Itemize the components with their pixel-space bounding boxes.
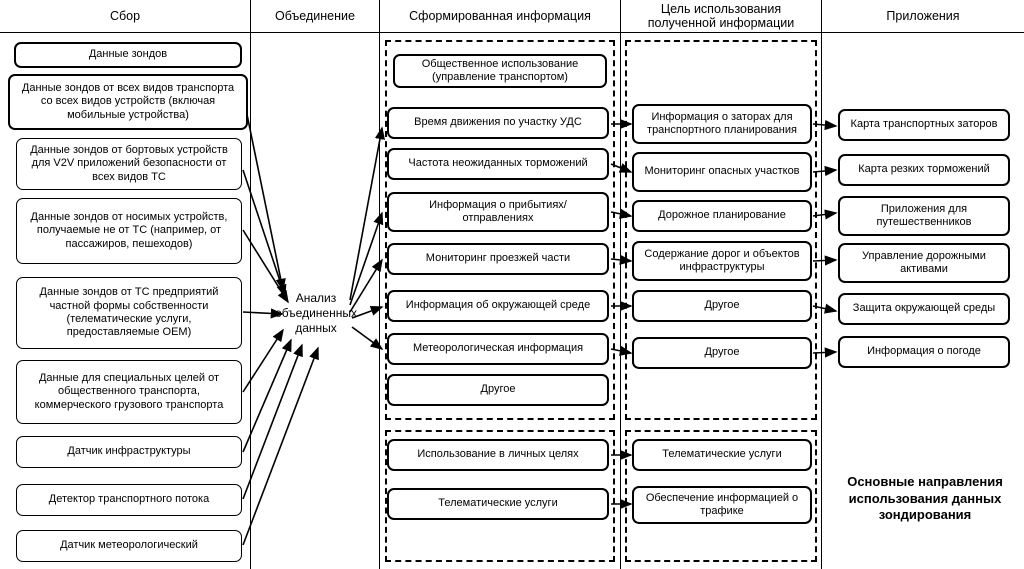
- header-divider: [0, 32, 1024, 33]
- purpose-item-2[interactable]: Мониторинг опасных участков: [632, 152, 812, 192]
- formed-information-item-2[interactable]: Время движения по участку УДС: [387, 107, 609, 139]
- formed-information-item-3[interactable]: Частота неожиданных торможений: [387, 148, 609, 180]
- column-header-collection: Сбор: [109, 8, 141, 23]
- application-item-1[interactable]: Карта транспортных заторов: [838, 109, 1010, 141]
- formed-information-item-7[interactable]: Метеорологическая информация: [387, 333, 609, 365]
- application-item-5[interactable]: Защита окружающей среды: [838, 293, 1010, 325]
- collection-item-2[interactable]: Данные зондов от бортовых устройств для V2V приложений безопасности от всех видов ТС: [16, 138, 242, 190]
- column-divider-1: [250, 0, 251, 569]
- formed-information-secondary-1[interactable]: Использование в личных целях: [387, 439, 609, 471]
- formed-information-item-6[interactable]: Информация об окружающей среде: [387, 290, 609, 322]
- formed-information-item-5[interactable]: Мониторинг проезжей части: [387, 243, 609, 275]
- application-item-4[interactable]: Управление дорожными активами: [838, 243, 1010, 283]
- purpose-secondary-1[interactable]: Телематические услуги: [632, 439, 812, 471]
- applications-summary: Основные направления использования данных зондирования: [847, 473, 1003, 523]
- formed-information-item-4[interactable]: Информация о прибытиях/отправлениях: [387, 192, 609, 232]
- column-divider-3: [620, 0, 621, 569]
- column-headers: [0, 0, 1024, 32]
- application-item-3[interactable]: Приложения для путешественников: [838, 196, 1010, 236]
- formed-information-secondary-2[interactable]: Телематические услуги: [387, 488, 609, 520]
- collection-item-1[interactable]: Данные зондов от всех видов транспорта со всех видов устройств (включая мобильные устройства): [8, 74, 248, 130]
- fusion-hub-label: Анализ объединенных данных: [275, 290, 357, 335]
- column-header-applications: Приложения: [886, 8, 960, 23]
- application-item-6[interactable]: Информация о погоде: [838, 336, 1010, 368]
- purpose-item-4[interactable]: Содержание дорог и объектов инфраструктуры: [632, 241, 812, 281]
- collection-item-4[interactable]: Данные зондов от ТС предприятий частной формы собственности (телематические услуги, предоставляемые OEM): [16, 277, 242, 349]
- collection-item-3[interactable]: Данные зондов от носимых устройств, получаемые не от ТС (например, от пассажиров, пешеходов): [16, 198, 242, 264]
- purpose-item-3[interactable]: Дорожное планирование: [632, 200, 812, 232]
- purpose-item-5[interactable]: Другое: [632, 290, 812, 322]
- purpose-item-1[interactable]: Информация о заторах для транспортного планирования: [632, 104, 812, 144]
- column-divider-4: [821, 0, 822, 569]
- column-header-purpose-line1: Цель использования: [660, 1, 782, 16]
- application-item-2[interactable]: Карта резких торможений: [838, 154, 1010, 186]
- column-header-purpose-line2: полученной информации: [647, 16, 795, 30]
- collection-sensor-meteorological[interactable]: Датчик метеорологический: [16, 530, 242, 562]
- collection-item-5[interactable]: Данные для специальных целей от общественного транспорта, коммерческого грузового транспорта: [16, 360, 242, 424]
- collection-sensor-traffic-detector[interactable]: Детектор транспортного потока: [16, 484, 242, 516]
- collection-sensor-infrastructure[interactable]: Датчик инфраструктуры: [16, 436, 242, 468]
- formed-information-item-8[interactable]: Другое: [387, 374, 609, 406]
- column-divider-2: [379, 0, 380, 569]
- column-header-purpose: [621, 0, 821, 32]
- purpose-item-6[interactable]: Другое: [632, 337, 812, 369]
- purpose-secondary-2[interactable]: Обеспечение информацией о трафике: [632, 486, 812, 524]
- collection-group-title: Данные зондов: [14, 42, 242, 68]
- column-header-fusion: Объединение: [275, 8, 355, 23]
- column-header-formed-information: Сформированная информация: [409, 8, 591, 23]
- formed-information-item-1[interactable]: Общественное использование (управление транспортом): [393, 54, 607, 88]
